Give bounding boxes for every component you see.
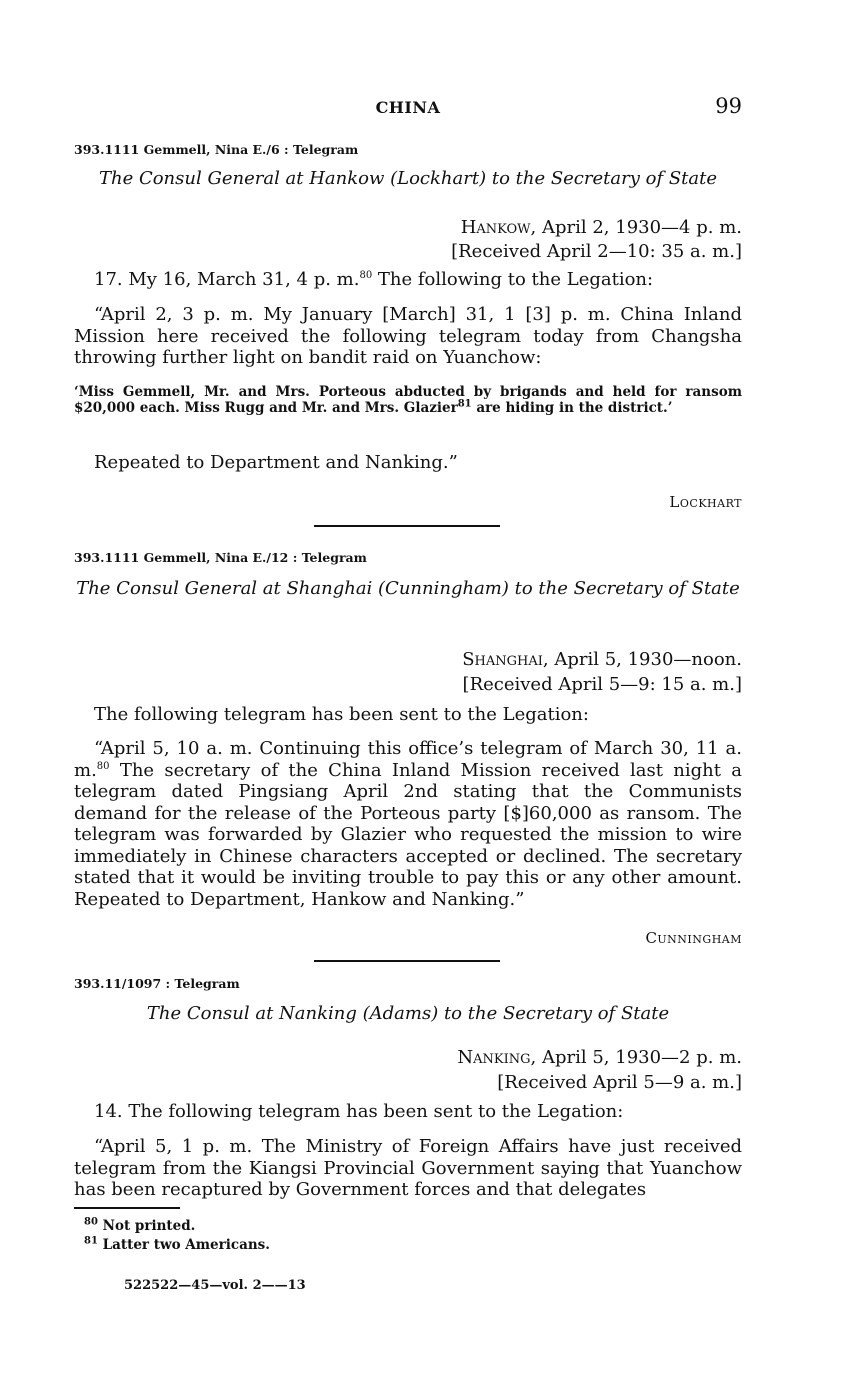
file-reference: 393.11/1097 : Telegram xyxy=(74,976,240,991)
paragraph: “April 5, 1 p. m. The Ministry of Foreign Affairs have just received telegram from the Kiangsi Provincial Government saying that Yuanchow has been recaptured by Government forces and that delegates xyxy=(74,1136,742,1200)
received-line: [Received April 2—10: 35 a. m.] xyxy=(451,241,742,262)
quoted-telegram xyxy=(74,384,742,416)
received-line: [Received April 5—9: 15 a. m.] xyxy=(462,674,742,695)
document-heading: The Consul General at Shanghai (Cunningham) to the Secretary of State xyxy=(76,578,740,599)
page-number: 99 xyxy=(715,94,742,118)
paragraph: “April 2, 3 p. m. My January [March] 31, 1 [3] p. m. China Inland Mission here received the following telegram today from Changsha throwing further light on bandit raid on Yuanchow: xyxy=(74,304,742,368)
paragraph-text: “April 5, 10 a. m. Continuing this office’s telegram of March 30, 11 a. m. xyxy=(74,738,742,781)
signature: Cunningham xyxy=(645,929,742,947)
footnote xyxy=(84,1217,195,1235)
dateline-place: Hankow xyxy=(460,217,531,238)
dateline xyxy=(457,1046,742,1069)
paragraph-text: The following to the Legation: xyxy=(372,269,654,290)
signature: Lockhart xyxy=(669,493,742,511)
footnote-ref: 81 xyxy=(457,398,472,410)
footnote-mark: 80 xyxy=(84,1216,98,1228)
section-divider xyxy=(314,525,500,527)
paragraph-text: 17. My 16, March 31, 4 p. m. xyxy=(94,269,360,290)
paragraph xyxy=(74,269,742,291)
paragraph: Repeated to Department and Nanking.” xyxy=(94,452,458,473)
footnote-ref: 80 xyxy=(359,270,373,281)
paragraph: 14. The following telegram has been sent to the Legation: xyxy=(94,1101,624,1122)
dateline-date: , April 5, 1930—noon. xyxy=(542,649,742,670)
paragraph: The following telegram has been sent to the Legation: xyxy=(94,704,589,725)
dateline xyxy=(462,648,742,671)
file-reference: 393.1111 Gemmell, Nina E./6 : Telegram xyxy=(74,142,359,157)
paragraph-text: The secretary of the China Inland Mission received last night a telegram dated Pingsiang April 2nd stating that the Communists demand for the release of the Porteous party [$]60,000 as ransom. The telegram was forwarded by Glazier who requested the mission to wire immediately in Chinese characters accepted or declined. The secretary stated that it would be inviting trouble to pay this or any other amount. Repeated to Department, Hankow and Nanking.” xyxy=(74,759,742,910)
running-head: CHINA xyxy=(375,98,441,117)
footnote-divider xyxy=(74,1207,180,1209)
dateline-date: , April 5, 1930—2 p. m. xyxy=(530,1047,742,1068)
dateline-place: Nanking xyxy=(457,1047,531,1068)
footnote-text: Latter two Americans. xyxy=(102,1237,270,1253)
document-page xyxy=(74,0,742,1380)
printer-imprint: 522522—45—vol. 2——13 xyxy=(124,1278,306,1293)
dateline-place: Shanghai xyxy=(462,649,543,670)
section-divider xyxy=(314,960,500,962)
footnote xyxy=(84,1236,270,1254)
dateline xyxy=(461,216,742,239)
quote-text: ‘Miss Gemmell, Mr. and Mrs. Porteous abducted by brigands and held for ransom $20,000 each. Miss Rugg and Mr. and Mrs. Glazier xyxy=(74,384,742,416)
quote-text: are hiding in the district.’ xyxy=(471,400,673,416)
footnote-ref: 80 xyxy=(96,760,110,772)
document-heading: The Consul at Nanking (Adams) to the Secretary of State xyxy=(146,1003,670,1024)
paragraph xyxy=(74,738,742,910)
footnote-mark: 81 xyxy=(84,1235,98,1247)
footnote-text: Not printed. xyxy=(102,1218,196,1234)
document-heading: The Consul General at Hankow (Lockhart) to the Secretary of State xyxy=(98,168,718,189)
dateline-date: , April 2, 1930—4 p. m. xyxy=(530,217,742,238)
received-line: [Received April 5—9 a. m.] xyxy=(497,1072,742,1093)
file-reference: 393.1111 Gemmell, Nina E./12 : Telegram xyxy=(74,550,367,565)
